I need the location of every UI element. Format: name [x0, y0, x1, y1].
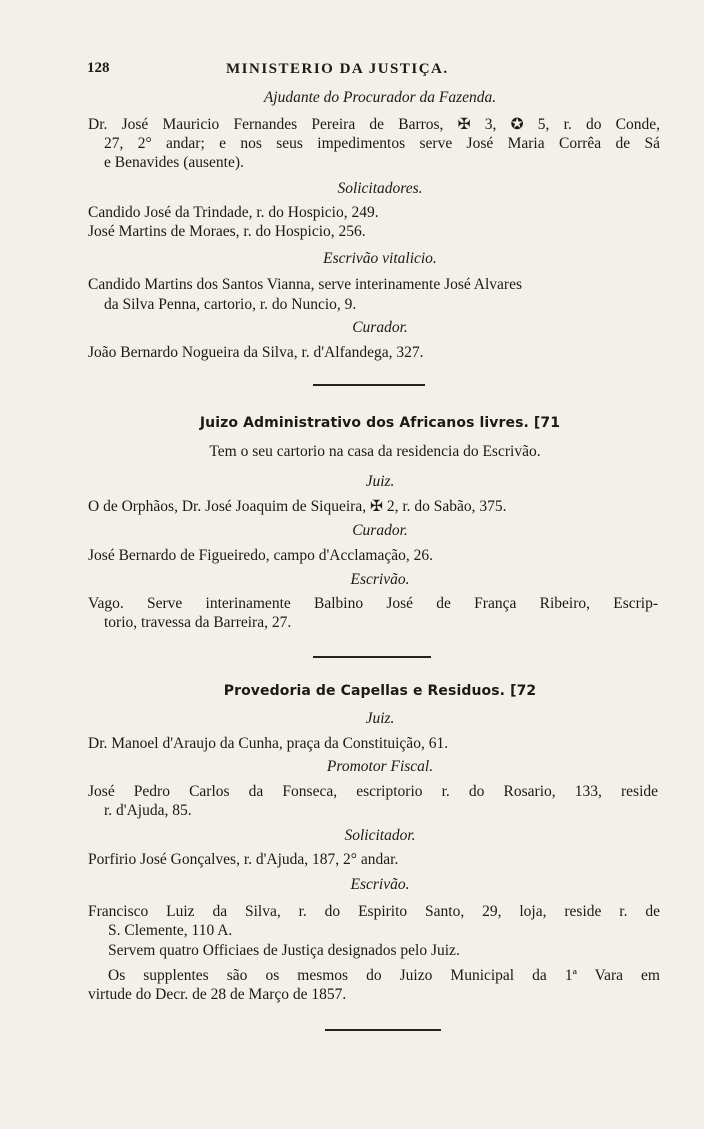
section-3-text: r. d'Ajuda, 85.: [104, 802, 192, 819]
section-3-text: virtude do Decr. de 28 de Março de 1857.: [88, 986, 347, 1003]
section-1-text: Dr. José Mauricio Fernandes Pereira de Barros, ✠ 3, ✪ 5, r. do Conde,: [88, 116, 660, 133]
section-3-text: S. Clemente, 110 A.: [108, 922, 233, 939]
section-3-subtitle-promotor: Promotor Fiscal.: [326, 758, 434, 775]
section-2-subtitle-escrivao: Escrivão.: [350, 571, 410, 588]
section-3-subtitle-juiz: Juiz.: [365, 710, 395, 727]
section-3-subtitle-escrivao: Escrivão.: [350, 876, 410, 893]
section-2-text: torio, travessa da Barreira, 27.: [104, 614, 292, 631]
section-1-text: e Benavides (ausente).: [104, 154, 244, 171]
section-1-text: Candido Martins dos Santos Vianna, serve interinamente José Alvares: [88, 276, 522, 293]
section-1-text: José Martins de Moraes, r. do Hospicio, 256.: [88, 223, 366, 240]
section-3-text: Dr. Manoel d'Araujo da Cunha, praça da Constituição, 61.: [88, 735, 449, 752]
separator-rule: [313, 384, 425, 386]
section-3-text: José Pedro Carlos da Fonseca, escriptorio r. do Rosario, 133, reside: [88, 783, 658, 800]
section-3-text: Porfirio José Gonçalves, r. d'Ajuda, 187, 2° andar.: [88, 851, 399, 868]
section-1-subtitle-ajudante: Ajudante do Procurador da Fazenda.: [263, 89, 497, 106]
separator-rule: [313, 656, 431, 658]
section-3-text: Francisco Luiz da Silva, r. do Espirito Santo, 29, loja, reside r. de: [88, 903, 660, 920]
section-3-subtitle-solicitador: Solicitador.: [344, 827, 416, 844]
section-2-text: José Bernardo de Figueiredo, campo d'Acclamação, 26.: [88, 547, 433, 564]
running-head: MINISTERIO DA JUSTIÇA.: [226, 61, 449, 77]
section-3-text: Servem quatro Officiaes de Justiça designados pelo Juiz.: [108, 942, 460, 959]
section-2-subtitle-curador: Curador.: [352, 522, 408, 539]
section-1-subtitle-escrivao: Escrivão vitalicio.: [323, 250, 437, 267]
section-3-title: Provedoria de Capellas e Residuos. [72: [223, 683, 537, 699]
section-1-text: da Silva Penna, cartorio, r. do Nuncio, 9.: [104, 296, 357, 313]
section-2-text: O de Orphãos, Dr. José Joaquim de Siqueira, ✠ 2, r. do Sabão, 375.: [88, 498, 507, 515]
section-2-subtitle-juiz: Juiz.: [365, 473, 395, 490]
section-2-text: Tem o seu cartorio na casa da residencia do Escrivão.: [209, 443, 541, 460]
section-1-subtitle-solicitadores: Solicitadores.: [337, 180, 423, 197]
page-number: 128: [87, 60, 110, 76]
section-1-subtitle-curador: Curador.: [352, 319, 408, 336]
section-3-text: Os supplentes são os mesmos do Juizo Municipal da 1ª Vara em: [108, 967, 660, 984]
separator-rule: [325, 1029, 441, 1031]
section-1-text: João Bernardo Nogueira da Silva, r. d'Alfandega, 327.: [88, 344, 424, 361]
section-2-title: Juizo Administrativo dos Africanos livres. [71: [199, 415, 561, 431]
section-1-text: Candido José da Trindade, r. do Hospicio, 249.: [88, 204, 379, 221]
section-2-text: Vago. Serve interinamente Balbino José de França Ribeiro, Escrip-: [88, 595, 658, 612]
section-1-text: 27, 2° andar; e nos seus impedimentos serve José Maria Corrêa de Sá: [104, 135, 660, 152]
